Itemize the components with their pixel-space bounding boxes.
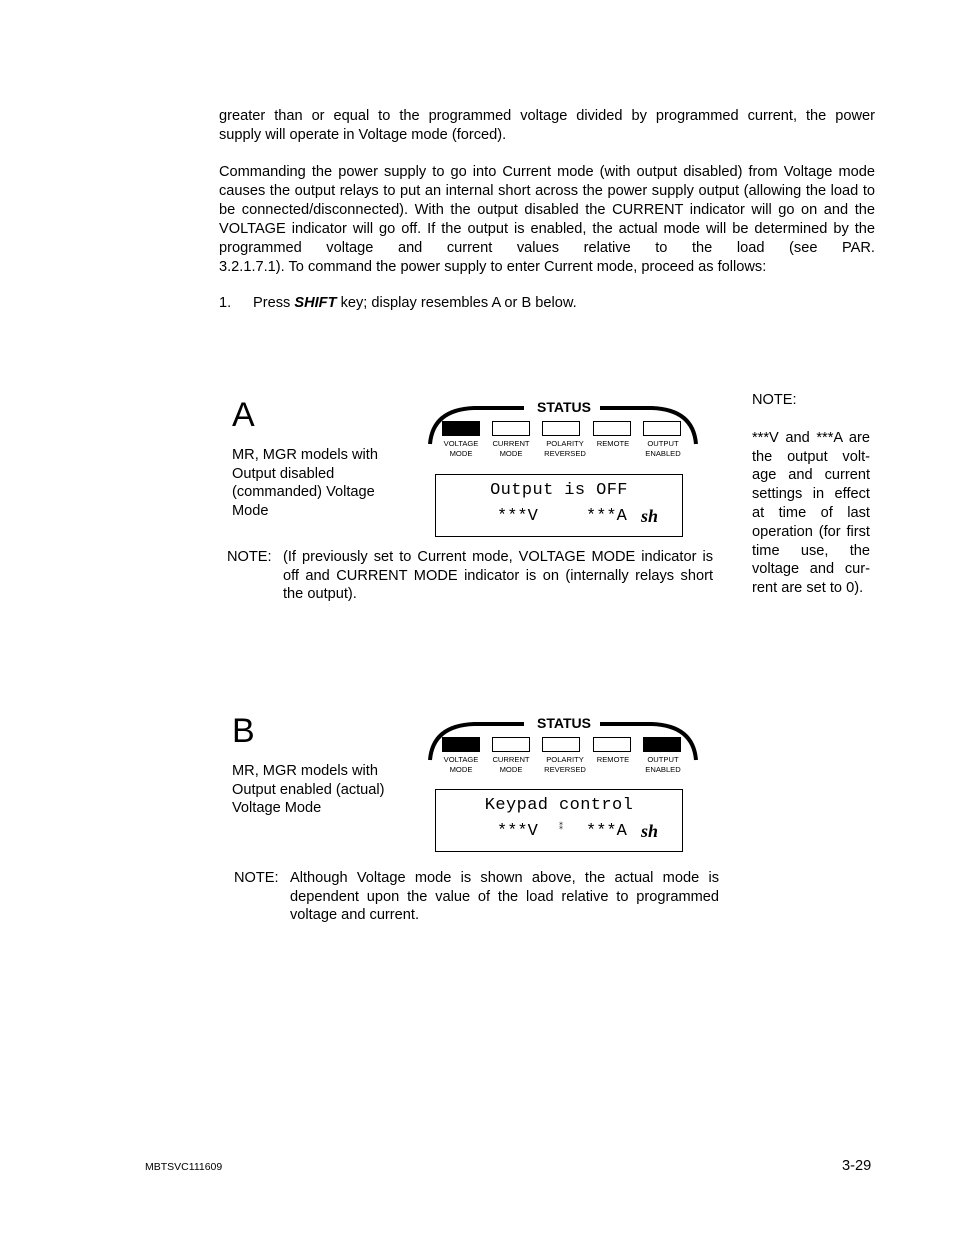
lcd-shift-indicator: sh: [641, 506, 659, 526]
step-1: [219, 294, 577, 313]
paragraph-line: greater than or equal to the programmed voltage divided by programmed current, the power: [219, 108, 875, 124]
label-current-mode: CURRENT MODE: [492, 755, 530, 774]
lcd-shift-indicator: sh: [641, 821, 659, 841]
label-voltage-mode: VOLTAGE MODE: [443, 755, 479, 774]
paragraph-line: 3.2.1.7.1). To command the power supply to enter Current mode, proceed as follows:: [219, 258, 767, 275]
lcd-voltage: ***V: [497, 822, 538, 841]
indicator-remote: [593, 737, 631, 752]
note-text: Although Voltage mode is shown above, the actual mode is dependent upon the value of the load relative to programmed voltage and current.: [290, 870, 719, 924]
status-title: STATUS: [537, 715, 591, 731]
paragraph-body: Commanding the power supply to go into Current mode (with output disabled) from Voltage mode causes the output relays to put an internal short across the power supply output (allowing the load to be connected/disconnected). With the output disabled the CURRENT indicator will go on and the VOLTAGE indicator will go off. If the output is enabled, the actual mode will be determined by the programmed voltage and current values relative to the load (see PAR.: [219, 164, 875, 256]
shift-key-label: SHIFT: [294, 295, 337, 311]
step-prefix: Press: [253, 295, 295, 311]
label-output-enabled: OUTPUT ENABLED: [645, 439, 681, 458]
figure-a-description: MR, MGR models with Output disabled (commanded) Voltage Mode: [232, 447, 378, 520]
indicator-polarity-reversed: [542, 421, 580, 436]
figure-b-letter: B: [232, 712, 255, 750]
label-voltage-mode: VOLTAGE MODE: [443, 439, 479, 458]
status-panel-b: [424, 716, 704, 776]
side-note: [752, 391, 870, 598]
step-suffix: key; display resembles A or B below.: [336, 295, 577, 311]
lcd-display-a: [435, 474, 683, 537]
label-output-enabled: OUTPUT ENABLED: [645, 755, 681, 774]
figure-a-letter: A: [232, 396, 255, 434]
document-code: MBTSVC111609: [145, 1161, 223, 1173]
indicator-voltage-mode: [442, 421, 480, 436]
page-number: 3-29: [842, 1158, 872, 1174]
step-number: 1.: [219, 295, 232, 311]
lcd-voltage: ***V: [497, 507, 538, 526]
status-panel-a: [424, 400, 704, 460]
lcd-current: ***A: [586, 507, 627, 526]
paragraph-current-mode: [219, 163, 875, 276]
note-label: NOTE:: [227, 549, 272, 565]
lcd-line1: Output is OFF: [490, 481, 628, 500]
lcd-current: ***A: [586, 822, 627, 841]
figure-b-description: MR, MGR models with Output enabled (actual) Voltage Mode: [232, 763, 385, 817]
status-title: STATUS: [537, 399, 591, 415]
indicator-current-mode: [492, 737, 530, 752]
lcd-display-b: [435, 789, 683, 852]
indicator-voltage-mode: [442, 737, 480, 752]
label-polarity-reversed: POLARITY REVERSED: [544, 755, 586, 774]
side-note-text: ***V and ***A are the output volt-age and current settings in effect at time of last operation (for first time use, the voltage and cur-rent are set to 0).: [752, 429, 870, 597]
indicator-polarity-reversed: [542, 737, 580, 752]
paragraph-forced-voltage: [219, 107, 875, 145]
note-text: (If previously set to Current mode, VOLTAGE MODE indicator is off and CURRENT MODE indicator is on (internally relays short the output).: [283, 549, 713, 603]
side-note-title: NOTE:: [752, 392, 797, 408]
label-remote: REMOTE: [596, 439, 630, 448]
note-label: NOTE:: [234, 870, 279, 886]
indicator-output-enabled: [643, 737, 681, 752]
lcd-line1: Keypad control: [484, 796, 634, 815]
label-remote: REMOTE: [596, 755, 630, 764]
lcd-blink-marker: ⁑: [559, 823, 563, 832]
label-current-mode: CURRENT MODE: [492, 439, 530, 458]
label-polarity-reversed: POLARITY REVERSED: [544, 439, 586, 458]
indicator-remote: [593, 421, 631, 436]
paragraph-line: supply will operate in Voltage mode (forced).: [219, 126, 507, 143]
indicator-output-enabled: [643, 421, 681, 436]
indicator-current-mode: [492, 421, 530, 436]
